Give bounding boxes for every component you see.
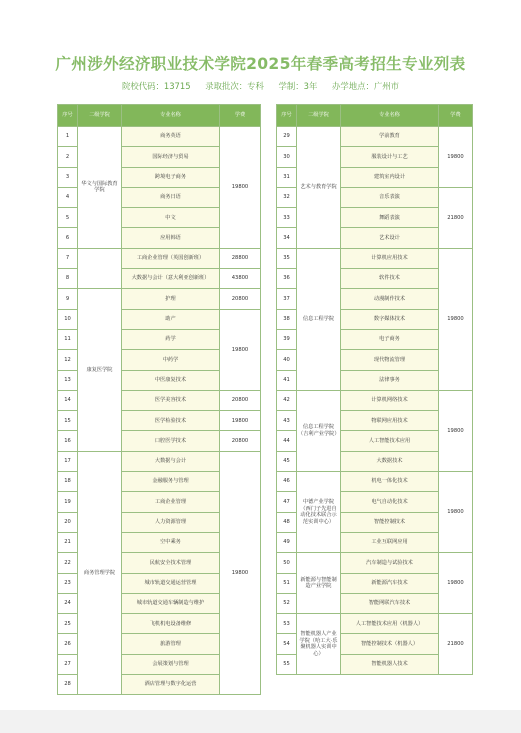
row-number: 55 <box>277 654 297 674</box>
row-number: 43 <box>277 411 297 431</box>
major-table-right <box>276 104 473 675</box>
row-number: 18 <box>58 472 78 492</box>
table-row <box>277 553 473 573</box>
tuition-fee: 19800 <box>439 553 473 614</box>
major-name: 动漫制作技术 <box>341 289 439 309</box>
bottom-band <box>0 710 521 733</box>
tuition-fee: 19800 <box>439 472 473 553</box>
row-number: 49 <box>277 532 297 552</box>
major-name: 城市轨道交通车辆制造与维护 <box>122 593 220 613</box>
tuition-fee: 19800 <box>439 248 473 390</box>
department-cell: 中德产业学院（西门子先进自动化技术联合示范实训中心） <box>297 472 341 553</box>
row-number: 29 <box>277 127 297 147</box>
row-number: 14 <box>58 390 78 410</box>
tuition-fee: 19800 <box>220 451 261 695</box>
tuition-fee: 19800 <box>220 127 261 249</box>
major-name: 软件技术 <box>341 269 439 289</box>
row-number: 35 <box>277 248 297 268</box>
major-name: 音乐表演 <box>341 187 439 207</box>
header-fee: 学费 <box>439 105 473 127</box>
major-name: 智能网联汽车技术 <box>341 593 439 613</box>
table-row <box>58 289 261 309</box>
table-row <box>277 127 473 147</box>
row-number: 16 <box>58 431 78 451</box>
major-name: 物联网应用技术 <box>341 411 439 431</box>
tuition-fee: 21800 <box>439 187 473 248</box>
department-cell: 艺术与教育学院 <box>297 127 341 249</box>
major-name: 计算机网络技术 <box>341 390 439 410</box>
row-number: 8 <box>58 269 78 289</box>
major-name: 艺术设计 <box>341 228 439 248</box>
row-number: 34 <box>277 228 297 248</box>
major-name: 大数据与会计 <box>122 451 220 471</box>
major-name: 药学 <box>122 329 220 349</box>
department-cell: 信息工程学院 <box>297 248 341 390</box>
major-name: 人力资源管理 <box>122 512 220 532</box>
row-number: 51 <box>277 573 297 593</box>
major-name: 应用韩语 <box>122 228 220 248</box>
row-number: 27 <box>58 654 78 674</box>
major-name: 飞机机电设备维修 <box>122 614 220 634</box>
tuition-fee: 43800 <box>220 269 261 289</box>
major-name: 空中乘务 <box>122 532 220 552</box>
major-name: 工商企业管理 <box>122 492 220 512</box>
row-number: 45 <box>277 451 297 471</box>
row-number: 2 <box>58 147 78 167</box>
tuition-fee: 28800 <box>220 248 261 268</box>
header-dept: 二级学院 <box>297 105 341 127</box>
table-row <box>58 127 261 147</box>
major-name: 智能机器人技术 <box>341 654 439 674</box>
department-cell: 新能源与智能制造产业学院 <box>297 553 341 614</box>
row-number: 12 <box>58 350 78 370</box>
tuition-fee: 19800 <box>439 390 473 471</box>
major-name: 中文 <box>122 208 220 228</box>
table-row <box>58 248 261 268</box>
row-number: 1 <box>58 127 78 147</box>
row-number: 48 <box>277 512 297 532</box>
row-number: 46 <box>277 472 297 492</box>
row-number: 28 <box>58 675 78 695</box>
header-major: 专业名称 <box>341 105 439 127</box>
header-major: 专业名称 <box>122 105 220 127</box>
header-dept: 二级学院 <box>78 105 122 127</box>
tuition-fee: 20800 <box>220 390 261 410</box>
major-name: 学前教育 <box>341 127 439 147</box>
row-number: 30 <box>277 147 297 167</box>
major-name: 跨境电子商务 <box>122 167 220 187</box>
major-name: 中医康复技术 <box>122 370 220 390</box>
major-name: 医学检验技术 <box>122 411 220 431</box>
major-name: 国际经济与贸易 <box>122 147 220 167</box>
school-location: 办学地点：广州市 <box>332 81 399 91</box>
table-header-row <box>58 105 261 127</box>
row-number: 26 <box>58 634 78 654</box>
row-number: 13 <box>58 370 78 390</box>
major-name: 商务日语 <box>122 187 220 207</box>
major-name: 金融服务与管理 <box>122 472 220 492</box>
header-no: 序号 <box>58 105 78 127</box>
major-name: 民航安全技术管理 <box>122 553 220 573</box>
school-code: 院校代码：13715 <box>122 81 191 91</box>
row-number: 37 <box>277 289 297 309</box>
row-number: 20 <box>58 512 78 532</box>
row-number: 19 <box>58 492 78 512</box>
row-number: 21 <box>58 532 78 552</box>
row-number: 36 <box>277 269 297 289</box>
row-number: 53 <box>277 614 297 634</box>
major-name: 汽车制造与试验技术 <box>341 553 439 573</box>
major-name: 新能源汽车技术 <box>341 573 439 593</box>
major-name: 建筑室内设计 <box>341 167 439 187</box>
major-name: 工业互联网应用 <box>341 532 439 552</box>
major-name: 舞蹈表演 <box>341 208 439 228</box>
major-name: 电子商务 <box>341 329 439 349</box>
tuition-fee: 21800 <box>439 614 473 675</box>
major-name: 护理 <box>122 289 220 309</box>
major-name: 旅游管理 <box>122 634 220 654</box>
row-number: 23 <box>58 573 78 593</box>
school-info <box>0 80 521 92</box>
table-row <box>58 451 261 471</box>
table-row <box>277 248 473 268</box>
row-number: 50 <box>277 553 297 573</box>
row-number: 4 <box>58 187 78 207</box>
row-number: 40 <box>277 350 297 370</box>
page-title: 广州涉外经济职业技术学院2025年春季高考招生专业列表 <box>55 55 466 73</box>
major-name: 城市轨道交通运营管理 <box>122 573 220 593</box>
major-name: 口腔医学技术 <box>122 431 220 451</box>
row-number: 47 <box>277 492 297 512</box>
tuition-fee: 19800 <box>220 309 261 390</box>
row-number: 5 <box>58 208 78 228</box>
row-number: 10 <box>58 309 78 329</box>
row-number: 7 <box>58 248 78 268</box>
major-name: 计算机应用技术 <box>341 248 439 268</box>
row-number: 17 <box>58 451 78 471</box>
row-number: 44 <box>277 431 297 451</box>
tuition-fee: 20800 <box>220 289 261 309</box>
row-number: 11 <box>58 329 78 349</box>
department-cell: 康复医学院 <box>78 289 122 451</box>
row-number: 3 <box>58 167 78 187</box>
row-number: 39 <box>277 329 297 349</box>
major-name: 助产 <box>122 309 220 329</box>
header-no: 序号 <box>277 105 297 127</box>
row-number: 24 <box>58 593 78 613</box>
tuition-fee: 19800 <box>220 411 261 431</box>
major-name: 人工智能技术应用（机器人） <box>341 614 439 634</box>
row-number: 42 <box>277 390 297 410</box>
row-number: 15 <box>58 411 78 431</box>
tuition-fee: 19800 <box>439 127 473 188</box>
row-number: 32 <box>277 187 297 207</box>
major-name: 人工智能技术应用 <box>341 431 439 451</box>
major-name: 智能控制技术（机器人） <box>341 634 439 654</box>
department-cell: 信息工程学院（吉利产业学院） <box>297 390 341 471</box>
row-number: 52 <box>277 593 297 613</box>
major-name: 大数据技术 <box>341 451 439 471</box>
row-number: 6 <box>58 228 78 248</box>
study-duration: 学制：3年 <box>278 81 318 91</box>
major-name: 数字媒体技术 <box>341 309 439 329</box>
major-name: 大数据与会计（意大利亚创新班） <box>122 269 220 289</box>
row-number: 31 <box>277 167 297 187</box>
row-number: 38 <box>277 309 297 329</box>
major-table-left <box>57 104 261 695</box>
table-row <box>277 390 473 410</box>
department-cell <box>78 248 122 289</box>
department-cell: 华文与国际教育学院 <box>78 127 122 249</box>
major-name: 电气自动化技术 <box>341 492 439 512</box>
table-row <box>277 614 473 634</box>
table-row <box>277 472 473 492</box>
row-number: 54 <box>277 634 297 654</box>
row-number: 25 <box>58 614 78 634</box>
major-name: 智能控制技术 <box>341 512 439 532</box>
major-name: 会展策划与管理 <box>122 654 220 674</box>
admission-batch: 录取批次：专科 <box>205 81 264 91</box>
tuition-fee: 20800 <box>220 431 261 451</box>
department-cell: 商务管理学院 <box>78 451 122 695</box>
row-number: 41 <box>277 370 297 390</box>
major-name: 工商企业管理（英国创新班） <box>122 248 220 268</box>
major-name: 商务英语 <box>122 127 220 147</box>
row-number: 9 <box>58 289 78 309</box>
major-name: 中药学 <box>122 350 220 370</box>
header-fee: 学费 <box>220 105 261 127</box>
department-cell: 智能机器人产业学院（哈工大·乐聚机器人实训中心） <box>297 614 341 675</box>
row-number: 22 <box>58 553 78 573</box>
major-name: 服装设计与工艺 <box>341 147 439 167</box>
major-name: 酒店管理与数字化运营 <box>122 675 220 695</box>
major-name: 医学美容技术 <box>122 390 220 410</box>
row-number: 33 <box>277 208 297 228</box>
major-name: 现代物流管理 <box>341 350 439 370</box>
major-name: 机电一体化技术 <box>341 472 439 492</box>
table-header-row <box>277 105 473 127</box>
major-name: 法律事务 <box>341 370 439 390</box>
